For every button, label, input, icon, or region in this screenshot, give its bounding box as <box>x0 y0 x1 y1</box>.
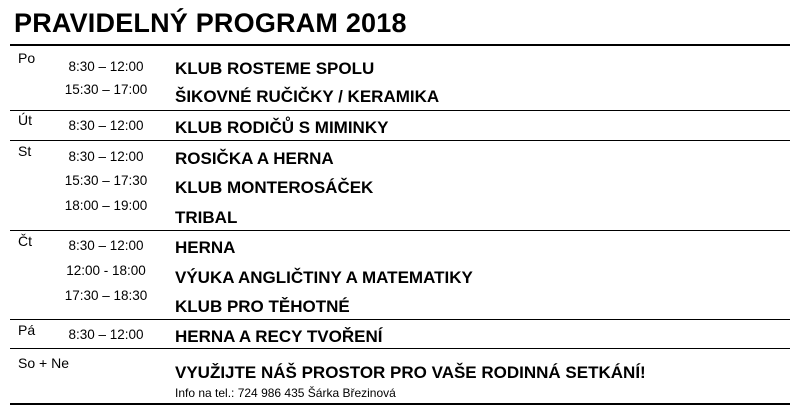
page-title: PRAVIDELNÝ PROGRAM 2018 <box>14 8 407 38</box>
row-divider <box>10 110 790 111</box>
contact-info: Info na tel.: 724 986 435 Šárka Březinová <box>175 386 396 400</box>
activity-name: VÝUKA ANGLIČTINY A MATEMATIKY <box>175 268 473 287</box>
time-slot: 15:30 – 17:30 <box>64 173 148 188</box>
top-divider <box>10 44 790 46</box>
row-divider <box>10 140 790 141</box>
day-label-st: St <box>18 143 32 159</box>
weekend-message: VYUŽIJTE NÁŠ PROSTOR PRO VAŠE RODINNÁ SETKÁNÍ! <box>175 363 646 382</box>
time-slot: 8:30 – 12:00 <box>68 59 144 74</box>
day-label-so-ne: So + Ne <box>18 355 69 371</box>
activity-name: KLUB ROSTEME SPOLU <box>175 59 375 78</box>
time-slot: 15:30 – 17:00 <box>64 82 148 97</box>
day-label-pa: Pá <box>18 322 36 338</box>
time-slot: 8:30 – 12:00 <box>68 327 144 342</box>
time-slot: 8:30 – 12:00 <box>68 118 144 133</box>
activity-name: KLUB PRO TĚHOTNÉ <box>175 297 350 316</box>
activity-name: ROSIČKA A HERNA <box>175 149 334 168</box>
row-divider <box>10 230 790 231</box>
day-label-po: Po <box>18 50 36 66</box>
day-label-ct: Čt <box>18 233 32 249</box>
time-slot: 8:30 – 12:00 <box>68 149 144 164</box>
activity-name: HERNA A RECY TVOŘENÍ <box>175 327 383 346</box>
time-slot: 18:00 – 19:00 <box>64 198 148 213</box>
activity-name: KLUB RODIČŮ S MIMINKY <box>175 118 389 137</box>
activity-name: TRIBAL <box>175 208 238 227</box>
activity-name: ŠIKOVNÉ RUČIČKY / KERAMIKA <box>175 87 440 106</box>
activity-name: KLUB MONTEROSÁČEK <box>175 178 374 197</box>
bottom-divider <box>10 403 790 405</box>
time-slot: 8:30 – 12:00 <box>68 238 144 253</box>
activity-name: HERNA <box>175 238 236 257</box>
time-slot: 12:00 - 18:00 <box>66 263 146 278</box>
day-label-ut: Út <box>18 112 32 128</box>
time-slot: 17:30 – 18:30 <box>64 288 148 303</box>
row-divider <box>10 348 790 349</box>
row-divider <box>10 319 790 320</box>
